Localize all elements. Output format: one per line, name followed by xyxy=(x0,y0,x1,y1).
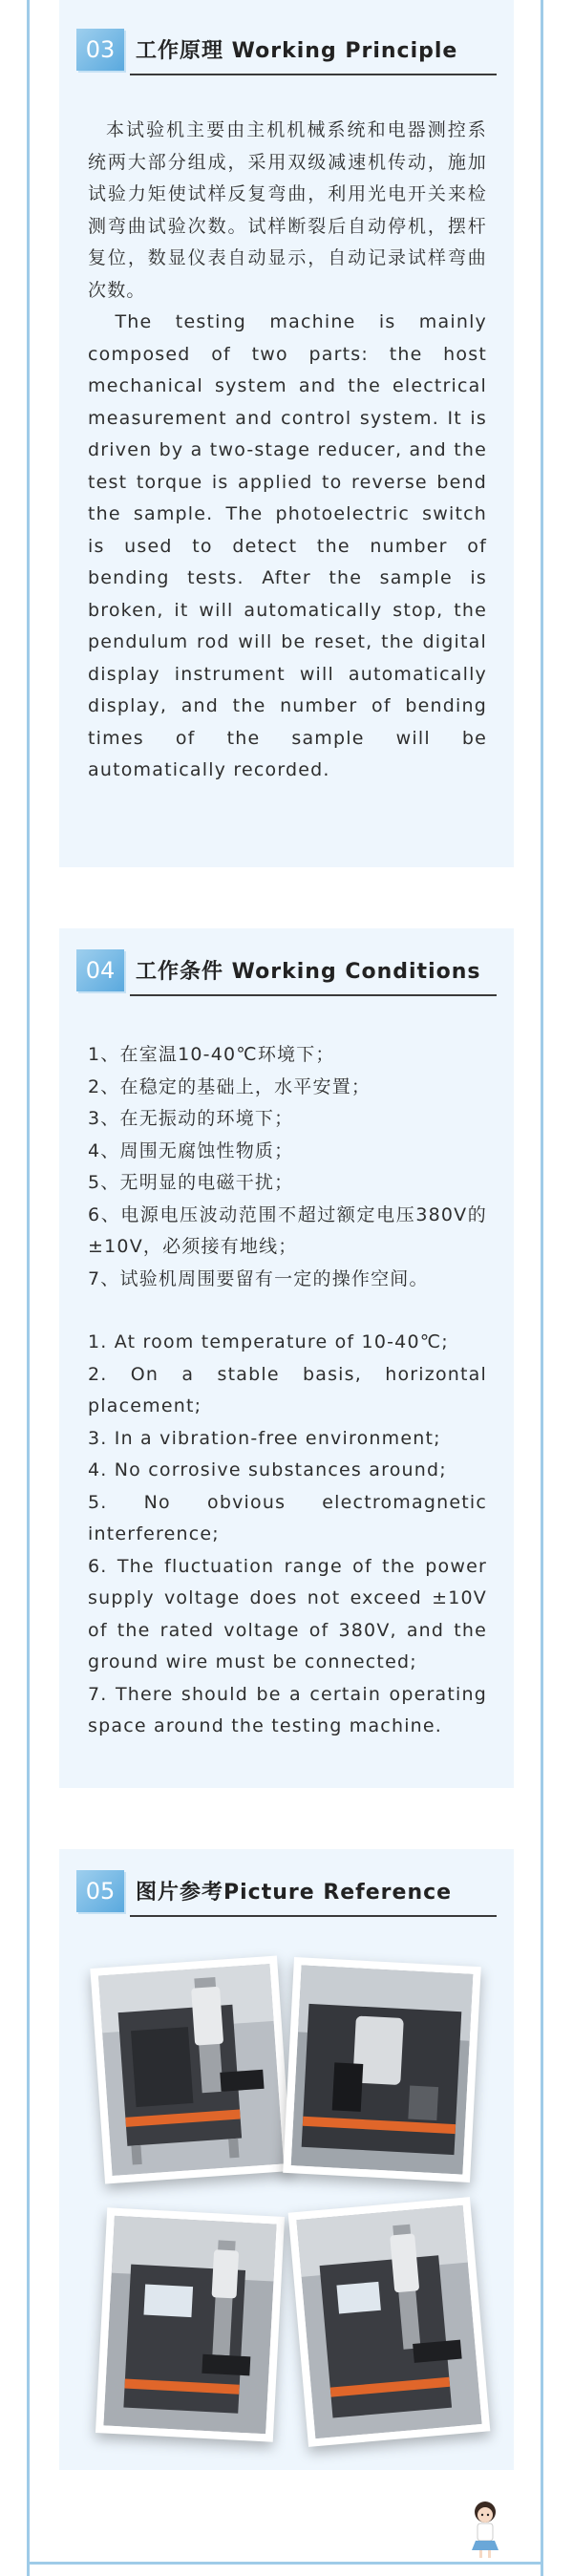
section-working-principle xyxy=(59,0,514,867)
conditions-text xyxy=(88,1039,487,1743)
list-item: 3. In a vibration-free environment; xyxy=(88,1427,441,1449)
list-item: 2. On a stable basis, horizontal placement; xyxy=(88,1363,487,1416)
list-item: 4. No corrosive substances around; xyxy=(88,1459,447,1480)
list-item: 5. No obvious electromagnetic interference; xyxy=(88,1491,487,1544)
section-number-badge: 05 xyxy=(76,1870,124,1912)
section-title-rule xyxy=(130,994,497,996)
section-header xyxy=(76,21,497,78)
section-title: 图片参考Picture Reference xyxy=(136,1881,453,1905)
list-item: 7. There should be a certain operating space around the testing machine. xyxy=(88,1683,487,1736)
list-item: 6. The fluctuation range of the power supply voltage does not exceed ±10V of the rated voltage of 380V, and the ground wire must be connected; xyxy=(88,1555,487,1672)
list-item: 3、在无振动的环境下； xyxy=(88,1108,294,1129)
list-item: 6、电源电压波动范围不超过额定电压380V的±10V，必须接有地线； xyxy=(88,1203,487,1257)
conditions-list-en xyxy=(88,1327,487,1743)
page-frame-bottom xyxy=(27,2562,543,2565)
section-title: 工作原理 Working Principle xyxy=(136,39,458,63)
machine-photo-side xyxy=(288,2197,491,2447)
section-picture-reference xyxy=(59,1849,514,2470)
list-item: 1、在室温10-40℃环境下； xyxy=(88,1044,335,1065)
section-title: 工作条件 Working Conditions xyxy=(136,960,481,984)
section-title-rule xyxy=(130,74,497,75)
section-working-conditions xyxy=(59,928,514,1788)
principle-paragraph-cn: 本试验机主要由主机机械系统和电器测控系统两大部分组成，采用双级减速机传动，施加试验力矩使试样反复弯曲，利用光电开关来检测弯曲试验次数。试样断裂后自动停机，摆杆复位，数显仪表自动显示，自动记录试样弯曲次数。 xyxy=(88,119,487,301)
machine-photo-front xyxy=(90,1955,291,2183)
section-number-badge: 03 xyxy=(76,29,124,71)
list-spacer xyxy=(88,1295,487,1327)
list-item: 4、周围无腐蚀性物质； xyxy=(88,1139,294,1161)
mascot-illustration xyxy=(466,2499,504,2560)
machine-photo-control-panel xyxy=(96,2207,285,2441)
list-item: 2、在稳定的基础上，水平安置； xyxy=(88,1075,371,1097)
section-number-badge: 04 xyxy=(76,949,124,991)
principle-text xyxy=(88,115,487,787)
page-frame-left xyxy=(27,0,30,2576)
list-item: 7、试验机周围要留有一定的操作空间。 xyxy=(88,1267,429,1289)
list-item: 1. At room temperature of 10-40℃; xyxy=(88,1331,449,1352)
conditions-list-cn xyxy=(88,1039,487,1295)
section-header xyxy=(76,942,497,999)
principle-paragraph-en: The testing machine is mainly composed of two parts: the host mechanical system and the electrical measurement and control system. It is driven by a two-stage reducer, and the test torque is applied to reverse bend the sample. The photoelectric switch is used to detect the number of bending tests. After the sample is broken, it will automatically stop, the pendulum rod will be reset, the digital display instrument will automatically display, and the number of bending times of the sample will be automatically recorded. xyxy=(88,311,487,780)
section-title-rule xyxy=(130,1915,497,1917)
machine-photo-detail xyxy=(283,1957,481,2182)
list-item: 5、无明显的电磁干扰； xyxy=(88,1172,294,1193)
section-header xyxy=(76,1863,497,1920)
page-frame-right xyxy=(541,0,543,2576)
